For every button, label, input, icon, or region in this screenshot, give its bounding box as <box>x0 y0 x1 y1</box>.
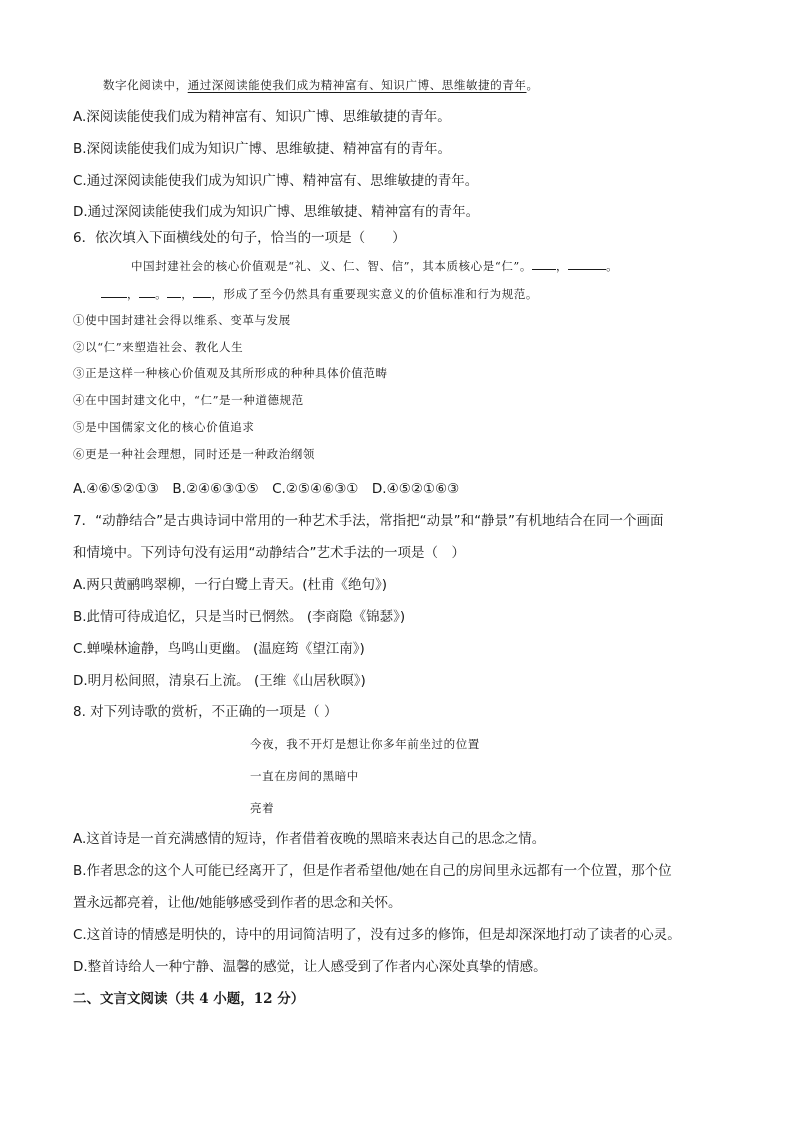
q8-option-b-cont: 置永远都亮着，让他/她能够感受到作者的思念和关怀。 <box>73 895 402 911</box>
q8-option-d: D.整首诗给人一种宁静、温馨的感觉，让人感受到了作者内心深处真挚的情感。 <box>73 959 547 975</box>
q5-context-suffix: 。 <box>526 78 539 92</box>
blank <box>532 257 556 270</box>
q8-option-a: A.这首诗是一首充满感情的短诗，作者借着夜晚的黑暗来表达自己的思念之情。 <box>73 831 546 847</box>
q5-option-b: B.深阅读能使我们成为知识广博、思维敏捷、精神富有的青年。 <box>73 141 452 157</box>
q6-item-3: ③正是这样一种核心价值观及其所形成的种种具体价值范畴 <box>73 366 388 380</box>
q7-option-a: A.两只黄鹂鸣翠柳，一行白鹭上青天。(杜甫《绝句》) <box>73 577 388 593</box>
blank <box>193 285 211 298</box>
blank <box>101 285 127 298</box>
q6-item-2: ②以“仁”来塑造社会、教化人生 <box>73 340 244 354</box>
q6-options: A.④⑥⑤②①③ B.②④⑥③①⑤ C.②⑤④⑥③① D.④⑤②①⑥③ <box>73 481 460 497</box>
q7-stem-line1: 7．“动静结合”是古典诗词中常用的一种艺术手法，常指把“动景”和“静景”有机地结合在同一个画面 <box>73 513 664 529</box>
q5-context <box>103 76 539 94</box>
q8-option-b: B.作者思念的这个人可能已经离开了，但是作者希望他/她在自己的房间里永远都有一个位置，那个位 <box>73 863 672 879</box>
q6-item-1: ①使中国封建社会得以维系、变革与发展 <box>73 313 291 327</box>
q5-option-a: A.深阅读能使我们成为精神富有、知识广博、思维敏捷的青年。 <box>73 109 451 125</box>
q8-option-c: C.这首诗的情感是明快的，诗中的用词简洁明了，没有过多的修饰，但是却深深地打动了读者的心灵。 <box>73 927 681 943</box>
q6-item-4: ④在中国封建文化中，“仁”是一种道德规范 <box>73 393 304 407</box>
q5-option-c: C.通过深阅读能使我们成为知识广博、精神富有、思维敏捷的青年。 <box>73 173 479 189</box>
blank <box>167 285 181 298</box>
q6-passage-text1: 中国封建社会的核心价值观是“礼、义、仁、智、信”，其本质核心是“仁”。 <box>131 259 533 273</box>
section-heading: 二、文言文阅读（共 4 小题，12 分） <box>73 991 305 1007</box>
q5-option-d: D.通过深阅读能使我们成为知识广博、思维敏捷、精神富有的青年。 <box>73 204 480 220</box>
q6-passage-line2: ， 。 ， ，形成了至今仍然具有重要现实意义的价值标准和行为规范。 <box>101 285 538 303</box>
q5-context-prefix: 数字化阅读中， <box>103 78 188 92</box>
blank <box>568 257 606 270</box>
q6-passage-line1: 中国封建社会的核心价值观是“礼、义、仁、智、信”，其本质核心是“仁”。 ， 。 <box>131 259 619 273</box>
q8-poem-line3: 亮着 <box>250 801 275 815</box>
q6-item-6: ⑥更是一种社会理想，同时还是一种政治纲领 <box>73 447 315 461</box>
q8-poem-line1: 今夜，我不开灯是想让你多年前坐过的位置 <box>250 737 480 751</box>
q6-item-5: ⑤是中国儒家文化的核心价值追求 <box>73 420 255 434</box>
q7-option-c: C.蝉噪林逾静，鸟鸣山更幽。 (温庭筠《望江南》) <box>73 641 365 657</box>
q7-option-b: B.此情可待成追忆，只是当时已惘然。 (李商隐《锦瑟》) <box>73 609 406 625</box>
q7-option-d: D.明月松间照，清泉石上流。 (王维《山居秋暝》) <box>73 673 366 689</box>
q5-context-underlined: 通过深阅读能使我们成为精神富有、知识广博、思维敏捷的青年 <box>187 78 527 92</box>
blank <box>139 285 155 298</box>
q6-stem: 6．依次填入下面横线处的句子，恰当的一项是（ ） <box>73 230 406 246</box>
q8-poem-line2: 一直在房间的黑暗中 <box>250 769 359 783</box>
q7-stem-line2: 和情境中。下列诗句没有运用“动静结合”艺术手法的一项是（ ） <box>73 545 465 561</box>
q8-stem: 8. 对下列诗歌的赏析，不正确的一项是（ ） <box>73 704 338 720</box>
q6-passage-text2: 形成了至今仍然具有重要现实意义的价值标准和行为规范。 <box>223 287 539 301</box>
